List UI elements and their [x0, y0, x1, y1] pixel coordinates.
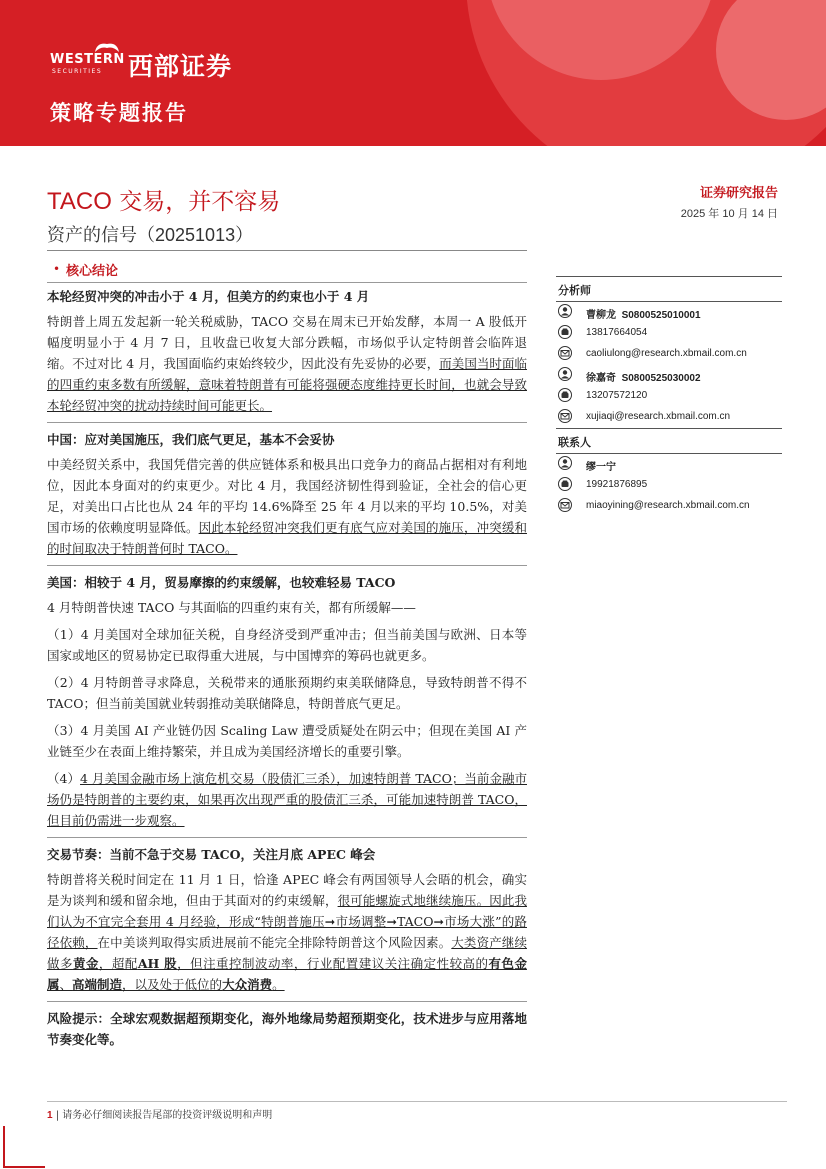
logo-horn-icon [93, 40, 121, 54]
risk-warning: 风险提示：全球宏观数据超预期变化，海外地缘局势超预期变化，技术进步与应用落地节奏变化等。 [47, 1011, 527, 1047]
subtitle-number: 20251013 [155, 225, 236, 245]
subtitle-text: 资产的信号（ [47, 225, 155, 246]
text-run: 在中美谈判取得实质进展前不能完全排除特朗普这个风险因素。 [97, 935, 452, 950]
analyst-email-row [556, 344, 782, 365]
footer-divider [47, 1101, 787, 1102]
text-run: ，以及处于低位的 [122, 977, 223, 992]
page-title [47, 183, 280, 216]
person-icon [558, 456, 572, 470]
contact-caption: 联系人 [556, 428, 782, 454]
bold-text: 有色金属 [47, 956, 527, 992]
text-run: 特朗普将关税时间定在 11 月 1 日，恰逢 APEC 峰会有两国领导人会晤的机会，确实是为谈判和缓和留余地，但由于其面对的约束缓解， [47, 872, 527, 908]
bold-text: 高端制造 [72, 977, 123, 992]
paragraph [47, 311, 527, 416]
analyst-phone: 13817664054 [586, 327, 648, 338]
report-type: 策略专题报告 [50, 100, 188, 125]
section-heading: 本轮经贸冲突的冲击小于 4 月，但美方的约束也小于 4 月 [47, 289, 370, 304]
corner-decor [3, 1126, 45, 1168]
mail-icon [558, 346, 572, 360]
mail-icon [558, 409, 572, 423]
contact-name-row [556, 454, 782, 475]
analyst-email-row [556, 407, 782, 428]
text-run: 大类资产继续做多 [47, 935, 527, 971]
underlined-text: 而美国当时面临的四重约束多数有所缓解，意味着特朗普有可能将强硬态度维持更长时间，也就会导致本轮经贸冲突的扰动持续时间可能更长。 [47, 356, 527, 413]
text-run: （4） [47, 771, 81, 786]
analyst-cert: S0800525010001 [621, 310, 701, 321]
report-date: 2025 年 10 月 14 日 [680, 208, 778, 220]
core-conclusion-label: 核心结论 [66, 264, 119, 279]
text-run: ，但注重控制波动率，行业配置建议关注确定性较高的 [177, 956, 489, 971]
underlined-text: 4 月美国金融市场上演危机交易（股债汇三杀），加速特朗普 TACO；当前金融市场仍是特朗普的主要约束，如果再次出现严重的股债汇三杀，可能加速特朗普 TACO，但目前仍需进一步观察。 [47, 771, 527, 828]
page-subtitle [47, 221, 253, 247]
list-item [47, 768, 527, 831]
logo-text-en-sub: SECURITIES [52, 68, 103, 75]
report-label: 证券研究报告 [699, 186, 778, 201]
divider [47, 1001, 527, 1002]
page-number: 1 [47, 1110, 53, 1121]
paragraph [47, 454, 527, 559]
divider [47, 422, 527, 423]
analyst-phone: 13207572120 [586, 390, 648, 401]
text-run: 、 [59, 977, 73, 992]
analyst-phone-row [556, 386, 782, 407]
text-run: 。 [272, 977, 285, 992]
list-item: （2）4 月特朗普寻求降息，关税带来的通胀预期约束美联储降息，导致特朗普不得不 TACO；但当前美国就业转弱推动美联储降息，特朗普底气更足。 [47, 675, 527, 711]
analyst-email[interactable]: xujiaqi@research.xbmail.com.cn [586, 411, 731, 422]
contact-email[interactable]: miaoyining@research.xbmail.com.cn [586, 500, 750, 511]
analyst-phone-row [556, 323, 782, 344]
page-title-en: TACO [47, 188, 112, 215]
phone-icon [558, 325, 572, 339]
footer [47, 1106, 272, 1121]
contact-name: 缪一宁 [586, 462, 616, 473]
divider [47, 837, 527, 838]
analyst-sidebar [556, 276, 782, 517]
paragraph: 4 月特朗普快速 TACO 与其面临的四重约束有关，都有所缓解—— [47, 600, 416, 615]
logo-text-en: WESTERN [50, 52, 125, 67]
underlined-text: 因此本轮经贸冲突我们更有底气应对美国的施压，冲突缓和的时间取决于特朗普何时 TACO。 [47, 520, 527, 556]
contact-phone: 19921876895 [586, 479, 648, 490]
analyst-email[interactable]: caoliulong@research.xbmail.com.cn [586, 348, 747, 359]
footer-note: 请务必仔细阅读报告尾部的投资评级说明和声明 [62, 1110, 273, 1121]
person-icon [558, 304, 572, 318]
logo-text-cn: 西部证券 [128, 52, 233, 81]
person-icon [558, 367, 572, 381]
paragraph [47, 869, 527, 995]
divider [47, 250, 527, 251]
analyst-name: 曹柳龙 [586, 310, 616, 321]
analyst-cert: S0800525030002 [621, 373, 701, 384]
contact-phone-row [556, 475, 782, 496]
text-run: ，超配 [98, 956, 138, 971]
divider [47, 565, 527, 566]
header-banner [0, 0, 826, 146]
analyst-name: 徐嘉奇 [586, 373, 616, 384]
section-heading: 美国：相较于 4 月，贸易摩擦的约束缓解，也较难轻易 TACO [47, 575, 396, 590]
bold-text: AH 股 [137, 956, 178, 971]
text-run: 特朗普上周五发起新一轮关税威胁，TACO 交易在周末已开始发酵，本周一 A 股低开幅度明显小于 4 月 7 日，且收盘已收复大部分跌幅，市场似乎认定特朗普会临阵退缩。不过对比 4 月，我国面临约束始终较少，因此没有先妥协的必要， [47, 314, 527, 371]
analyst-name-row [556, 365, 782, 386]
page-title-cn: 交易，并不容易 [111, 189, 281, 215]
bold-text: 大众消费 [222, 977, 273, 992]
phone-icon [558, 388, 572, 402]
mail-icon [558, 498, 572, 512]
underlined-text: 很可能螺旋式地继续施压。因此我们认为不宜完全套用 4 月经验，形成“特朗普施压➞市场调整➞TACO➞市场大涨”的路径依赖， [47, 893, 527, 950]
footer-separator: | [52, 1110, 63, 1121]
list-item: （1）4 月美国对全球加征关税，自身经济受到严重冲击；但当前美国与欧洲、日本等国家或地区的贸易协定已取得重大进展，与中国博弈的筹码也就更多。 [47, 627, 527, 663]
subtitle-end: ） [235, 225, 254, 246]
bold-text: 黄金 [72, 956, 99, 971]
analyst-caption: 分析师 [556, 276, 782, 302]
bullet-icon: • [53, 262, 61, 276]
section-heading: 中国：应对美国施压，我们底气更足，基本不会妥协 [47, 432, 335, 447]
list-item: （3）4 月美国 AI 产业链仍因 Scaling Law 遭受质疑处在阴云中；但现在美国 AI 产业链至少在表面上维持繁荣，并且成为美国经济增长的重要引擎。 [47, 723, 527, 759]
text-run: 中美经贸关系中，我国凭借完善的供应链体系和极具出口竞争力的商品占据相对有利地位，因此本身面对的约束更少。对比 4 月，我国经济韧性得到验证，全社会的信心更足，对美出口占比也从 24 年的平均 14.6%降至 25 年 4 月以来的平均 10.5%，对美国市场的依赖度明显降低。 [47, 457, 527, 535]
contact-email-row [556, 496, 782, 517]
section-heading: 交易节奏：当前不急于交易 TACO，关注月底 APEC 峰会 [47, 847, 376, 862]
analyst-name-row [556, 302, 782, 323]
main-content [47, 286, 527, 1054]
divider [47, 282, 527, 283]
phone-icon [558, 477, 572, 491]
